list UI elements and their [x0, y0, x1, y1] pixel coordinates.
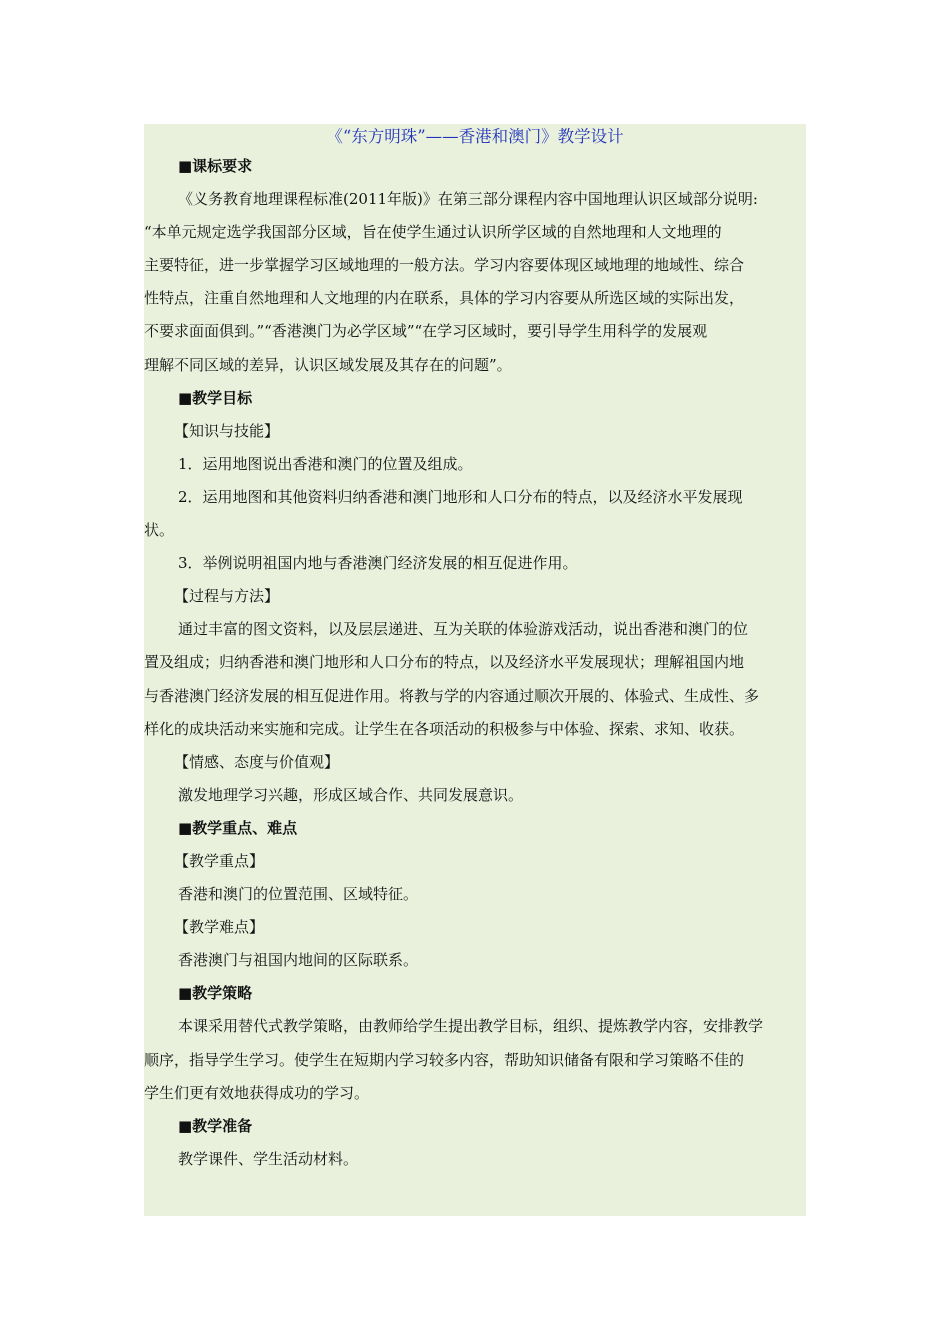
document-page [144, 124, 806, 1216]
paragraph-line: 香港和澳门的位置范围、区域特征。 [178, 885, 419, 904]
subsection-label: 【教学难点】 [174, 918, 265, 937]
paragraph-line: 本课采用替代式教学策略，由教师给学生提出教学目标，组织、提炼教学内容，安排教学 [178, 1017, 764, 1036]
section-heading: ■教学策略 [178, 984, 253, 1003]
paragraph-line: 通过丰富的图文资料，以及层层递进、互为关联的体验游戏活动，说出香港和澳门的位 [178, 620, 749, 639]
paragraph-line: 主要特征，进一步掌握学习区域地理的一般方法。学习内容要体现区域地理的地域性、综合 [144, 256, 745, 275]
paragraph-line: 性特点，注重自然地理和人文地理的内在联系，具体的学习内容要从所选区域的实际出发， [144, 289, 745, 308]
paragraph-line: 与香港澳门经济发展的相互促进作用。将教与学的内容通过顺次开展的、体验式、生成性、多 [144, 686, 760, 705]
paragraph-line: 1．运用地图说出香港和澳门的位置及组成。 [178, 454, 473, 473]
section-heading: ■课标要求 [178, 157, 253, 175]
paragraph-line: 不要求面面俱到。”“香港澳门为必学区域”“在学习区域时，要引导学生用科学的发展观 [144, 322, 708, 341]
document-body [144, 150, 806, 1176]
paragraph-line: 理解不同区域的差异，认识区域发展及其存在的问题”。 [144, 355, 512, 374]
subsection-label: 【情感、态度与价值观】 [174, 752, 340, 771]
paragraph-line: 样化的成块活动来实施和完成。让学生在各项活动的积极参与中体验、探索、求知、收获。 [144, 719, 745, 738]
paragraph-line: 3．举例说明祖国内地与香港澳门经济发展的相互促进作用。 [178, 554, 578, 573]
document-content [144, 124, 806, 1176]
paragraph-line: 2．运用地图和其他资料归纳香港和澳门地形和人口分布的特点，以及经济水平发展现 [178, 487, 743, 506]
subsection-label: 【知识与技能】 [174, 421, 280, 440]
subsection-label: 【教学重点】 [174, 851, 265, 870]
paragraph-line: 教学课件、学生活动材料。 [178, 1149, 359, 1168]
section-heading: ■教学重点、难点 [178, 818, 298, 837]
paragraph-line: 学生们更有效地获得成功的学习。 [144, 1083, 370, 1102]
paragraph-line: 《义务教育地理课程标准(2011年版)》在第三部分课程内容中国地理认识区域部分说明: [178, 190, 758, 209]
document-title: 《“东方明珠”——香港和澳门》教学设计 [326, 127, 624, 146]
subsection-label: 【过程与方法】 [174, 587, 280, 606]
paragraph-line: “本单元规定选学我国部分区域，旨在使学生通过认识所学区域的自然地理和人文地理的 [144, 223, 722, 242]
paragraph-line: 激发地理学习兴趣，形成区域合作、共同发展意识。 [178, 785, 524, 804]
paragraph-line: 顺序，指导学生学习。使学生在短期内学习较多内容，帮助知识储备有限和学习策略不佳的 [144, 1050, 745, 1069]
paragraph-line: 状。 [144, 521, 175, 540]
section-heading: ■教学准备 [178, 1116, 253, 1135]
paragraph-line: 置及组成；归纳香港和澳门地形和人口分布的特点，以及经济水平发展现状；理解祖国内地 [144, 653, 745, 672]
paragraph-line: 香港澳门与祖国内地间的区际联系。 [178, 951, 419, 970]
section-heading: ■教学目标 [178, 388, 253, 407]
